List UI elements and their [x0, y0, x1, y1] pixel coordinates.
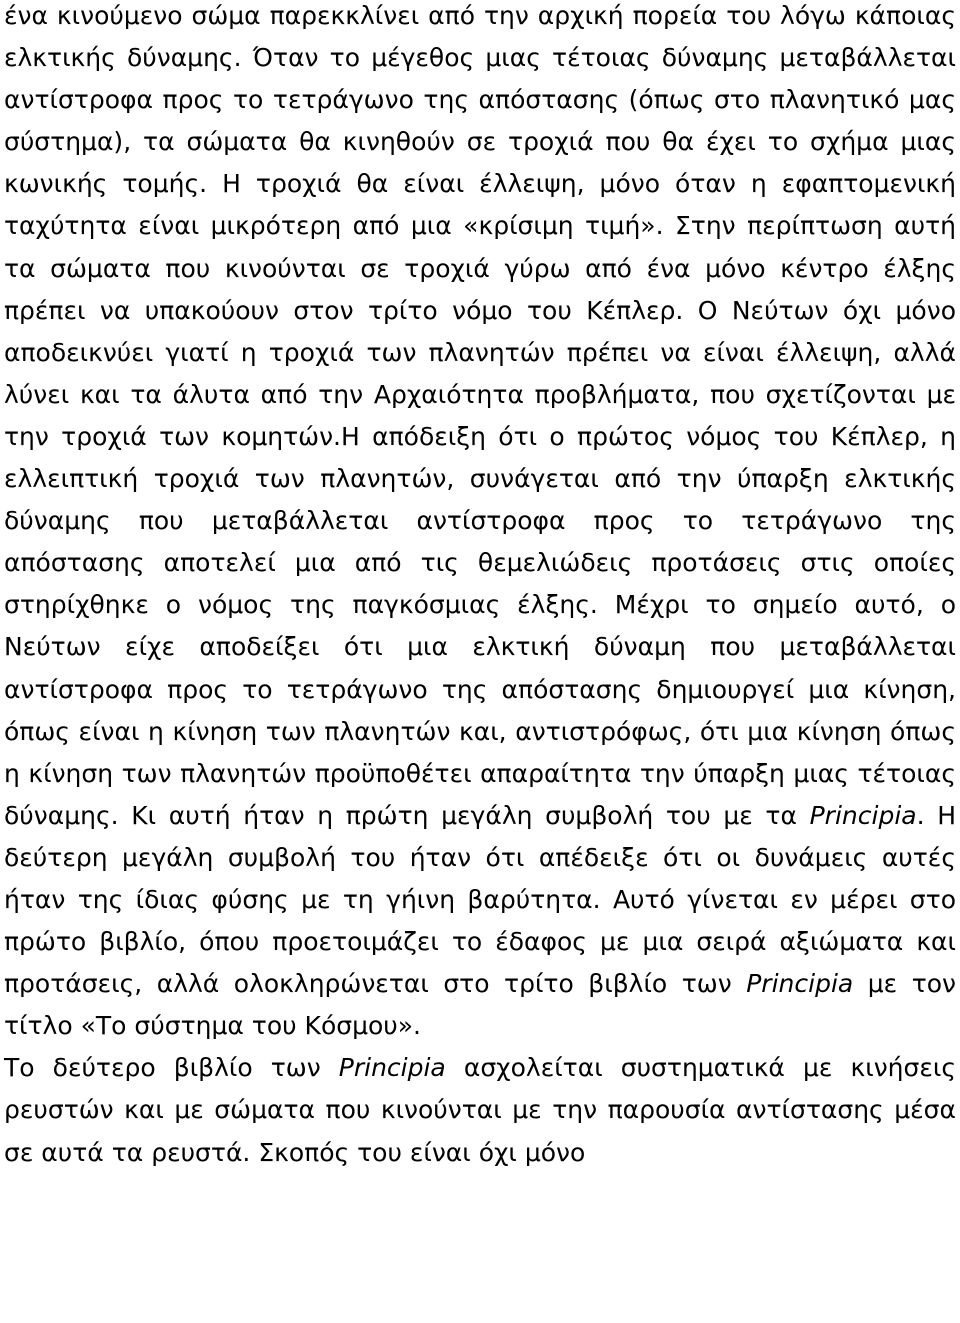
paragraph-1-text-1: ένα κινούμενο σώμα παρεκκλίνει από την αρχική πορεία του λόγω κάποιας ελκτικής δύναμης. Όταν το μέγεθος μιας τέτοιας δύναμης μεταβάλλεται αντίστροφα προς το τετράγωνο της απόστασης (όπως στο πλανητικό μας σύστημα), τα σώματα θα κινηθούν σε τροχιά που θα έχει το σχήμα μιας κωνικής τομής. Η τροχιά θα είναι έλλειψη, μόνο όταν η εφαπτομενική ταχύτητα είναι μικρότερη από μια «κρίσιμη τιμή». Στην περίπτωση αυτή τα σώματα που κινούνται σε τροχιά γύρω από ένα μόνο κέντρο έλξης πρέπει να υπακούουν στον τρίτο νόμο του Κέπλερ. Ο Νεύτων όχι μόνο αποδεικνύει γιατί η τροχιά των πλανητών πρέπει να είναι έλλειψη, αλλά λύνει και τα άλυτα από την Αρχαιότητα προβλήματα, που σχετίζονται με την τροχιά των κομητών.Η απόδειξη ότι ο πρώτος νόμος του Κέπλερ, η ελλειπτική τροχιά των πλανητών, συνάγεται από την ύπαρξη ελκτικής δύναμης που μεταβάλλεται αντίστροφα προς το τετράγωνο της απόστασης αποτελεί μια από τις θεμελιώδεις προτάσεις στις οποίες στηρίχθηκε ο νόμος της παγκόσμιας έλξης. Μέχρι το σημείο αυτό, ο Νεύτων είχε αποδείξει ότι μια ελκτική δύναμη που μεταβάλλεται αντίστροφα προς το τετράγωνο της απόστασης δημιουργεί μια κίνηση, όπως είναι η κίνηση των πλανητών και, αντιστρόφως, ότι μια κίνηση όπως η κίνηση των πλανητών προϋποθέτει απαραίτητα την ύπαρξη μιας τέτοιας δύναμης. Κι αυτή ήταν η πρώτη μεγάλη συμβολή του με τα	[4, 1, 956, 830]
principia-title: Principia	[338, 1053, 446, 1083]
principia-title: Principia	[809, 800, 917, 830]
paragraph-1-text-3: με τον τίτλο «Το σύστημα του Κόσμου».	[4, 969, 956, 1041]
principia-title: Principia	[746, 969, 854, 999]
paragraph-2-text-1: Το δεύτερο βιβλίο των	[4, 1053, 339, 1083]
paragraph-1-text-2: . Η δεύτερη μεγάλη συμβολή του ήταν ότι απέδειξε ότι οι δυνάμεις αυτές ήταν της ίδιας φύσης με τη γήινη βαρύτητα. Αυτό γίνεται εν μέρει στο πρώτο βιβλίο, όπου προετοιμάζει το έδαφος με μια σειρά αξιώματα και προτάσεις, αλλά ολοκληρώνεται στο τρίτο βιβλίο των	[4, 800, 956, 999]
paragraph-1	[4, 0, 956, 1047]
paragraph-2-text-2: ασχολείται συστηματικά με κινήσεις ρευστών και με σώματα που κινούνται με την παρουσία αντίστασης μέσα σε αυτά τα ρευστά. Σκοπός του είναι όχι μόνο	[4, 1053, 956, 1167]
paragraph-2	[4, 1047, 956, 1173]
